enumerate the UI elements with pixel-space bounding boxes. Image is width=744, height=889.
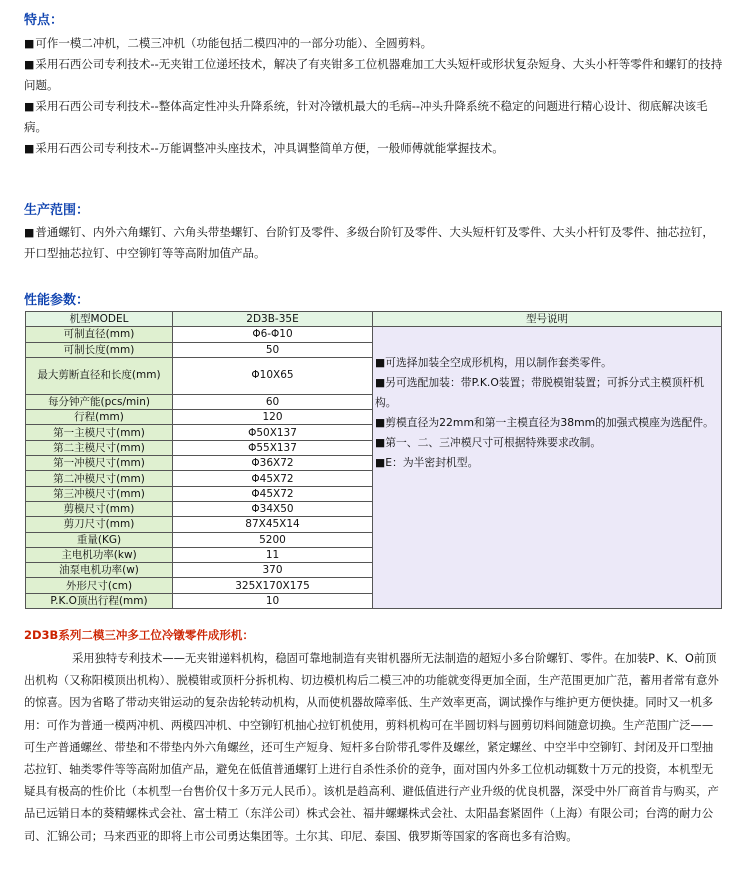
row-label: 剪刀尺寸(mm) xyxy=(26,517,173,532)
row-value: Φ45X72 xyxy=(173,471,373,486)
feature-item: ■采用石西公司专利技术--无夹钳工位递坯技术，解决了有夹钳多工位机器难加工大头短杆或形状复杂短身、大头小杆等零件和螺钉的技持问题。 xyxy=(24,57,723,92)
row-value: 60 xyxy=(173,394,373,409)
row-value: Φ45X72 xyxy=(173,486,373,501)
row-value: Φ6-Φ10 xyxy=(173,327,373,342)
row-label: 第三冲模尺寸(mm) xyxy=(26,486,173,501)
specs-title: 性能参数： xyxy=(24,293,90,308)
row-label: 每分钟产能(pcs/min) xyxy=(26,394,173,409)
features-list xyxy=(24,33,724,159)
row-label: 最大剪断直径和长度(mm) xyxy=(26,357,173,394)
row-label: 行程(mm) xyxy=(26,410,173,425)
bullet-square-icon: ■ xyxy=(24,226,35,239)
table-row xyxy=(26,327,722,342)
bullet-square-icon: ■ xyxy=(375,436,386,450)
header-desc: 型号说明 xyxy=(373,312,722,327)
row-value: 10 xyxy=(173,593,373,608)
row-label: 主电机功率(kw) xyxy=(26,547,173,562)
row-label: 第一冲模尺寸(mm) xyxy=(26,456,173,471)
row-value: Φ10X65 xyxy=(173,357,373,394)
bullet-square-icon: ■ xyxy=(24,100,35,113)
desc-item: ■可选择加装全空成形机构，用以制作套类零件。 xyxy=(375,356,612,370)
row-value: 325X170X175 xyxy=(173,578,373,593)
row-label: 可制直径(mm) xyxy=(26,327,173,342)
row-label: 可制长度(mm) xyxy=(26,342,173,357)
row-value: 120 xyxy=(173,410,373,425)
desc-item: ■剪模直径为22mm和第一主模直径为38mm的加强式模座为选配件。 xyxy=(375,416,714,430)
desc-item: ■E：为半密封机型。 xyxy=(375,456,479,470)
bullet-square-icon: ■ xyxy=(24,37,35,50)
bullet-square-icon: ■ xyxy=(375,356,386,370)
row-label: 外形尺寸(cm) xyxy=(26,578,173,593)
table-header-row xyxy=(26,312,722,327)
row-label: 第二主模尺寸(mm) xyxy=(26,440,173,455)
header-label: 机型MODEL xyxy=(26,312,173,327)
series-description: 采用独特专利技术——无夹钳递料机构，稳固可靠地制造有夹钳机器所无法制造的超短小多台阶螺钉、零件。在加装P、K、O前顶出机构（又称阳模顶出机构）、脱模钳或顶杆分拆机构、切边模机构后二模三冲的功能就变得更加全面，生产范围更加广范，蓄用者常有意外的惊喜。因为省略了带动夹钳运动的复杂齿轮转动机构，从而使机器故障率低、生产效率更高，调试操作与维护更方便快捷。同时又一机多用：可作为普通一模两冲机、两模四冲机、中空铆钉机抽心拉钉机使用，剪料机构可在半圆切料与圆剪切料间随意切换。生产范围广泛——可生产普通螺丝、带垫和不带垫内外六角螺丝，还可生产短身、短杆多台阶带孔零件及螺丝，紧定螺丝、中空半中空铆钉、封闭及开口型抽芯拉钉、轴类零件等等高附加值产品，避免在低值普通螺钉上进行自杀性杀价的竞争，面对国内外多工位机动辄数十万元的投资，本机型无疑具有极高的性价比（本机型一台售价仅十多万元人民币）。该机是趋高利、避低值进行产业升级的优良机器，深受中外厂商首肯与购买，产品已远销日本的葵精螺株式会社、富士精工（东洋公司）株式会社、福井螺螺株式会社、太阳晶套紧固件（上海）有限公司；台湾的耐力公司、汇锦公司；马来西亚的即将上市公司勇达集团等。土尔其、印尼、泰国、俄罗斯等国家的客商也多有洽购。 xyxy=(24,652,719,843)
bullet-square-icon: ■ xyxy=(375,416,386,430)
row-label: P.K.O顶出行程(mm) xyxy=(26,593,173,608)
header-value: 2D3B-35E xyxy=(173,312,373,327)
feature-item: ■采用石西公司专利技术--万能调整冲头座技术，冲具调整简单方便，一般师傅就能掌握技术。 xyxy=(24,141,504,155)
range-text: ■普通螺钉、内外六角螺钉、六角头带垫螺钉、台阶钉及零件、多级台阶钉及零件、大头短杆钉及零件、大头小杆钉及零件、抽芯拉钉，开口型抽芯拉钉、中空铆钉等等高附加值产品。 xyxy=(24,225,714,260)
row-value: 5200 xyxy=(173,532,373,547)
range-title: 生产范围： xyxy=(24,203,90,218)
bullet-square-icon: ■ xyxy=(24,58,35,71)
feature-item: ■采用石西公司专利技术--整体高定性冲头升降系统，针对冷镦机最大的毛病--冲头升降系统不稳定的问题进行精心设计、彻底解决该毛病。 xyxy=(24,99,708,134)
row-value: 370 xyxy=(173,563,373,578)
row-label: 剪模尺寸(mm) xyxy=(26,501,173,516)
row-label: 重量(KG) xyxy=(26,532,173,547)
bullet-square-icon: ■ xyxy=(375,376,386,390)
row-value: 50 xyxy=(173,342,373,357)
features-title: 特点： xyxy=(24,13,64,28)
bullet-square-icon: ■ xyxy=(24,142,35,155)
row-value: Φ36X72 xyxy=(173,456,373,471)
desc-item: ■第一、二、三冲模尺寸可根据特殊要求改制。 xyxy=(375,436,602,450)
row-label: 第一主模尺寸(mm) xyxy=(26,425,173,440)
desc-item: ■另可选配加装：带P.K.O装置；带脱模钳装置；可拆分式主模顶杆机构。 xyxy=(375,376,704,410)
row-value: Φ50X137 xyxy=(173,425,373,440)
row-value: 87X45X14 xyxy=(173,517,373,532)
row-value: Φ55X137 xyxy=(173,440,373,455)
row-value: 11 xyxy=(173,547,373,562)
spec-table xyxy=(25,311,722,609)
row-value: Φ34X50 xyxy=(173,501,373,516)
row-label: 第二冲模尺寸(mm) xyxy=(26,471,173,486)
series-title: 2D3B系列二模三冲多工位冷镦零件成形机： xyxy=(24,628,254,642)
model-description xyxy=(373,327,722,609)
feature-item: ■可作一模二冲机，二模三冲机（功能包括二模四冲的一部分功能）、全圆剪料。 xyxy=(24,36,433,50)
bullet-square-icon: ■ xyxy=(375,456,386,470)
row-label: 油泵电机功率(w) xyxy=(26,563,173,578)
